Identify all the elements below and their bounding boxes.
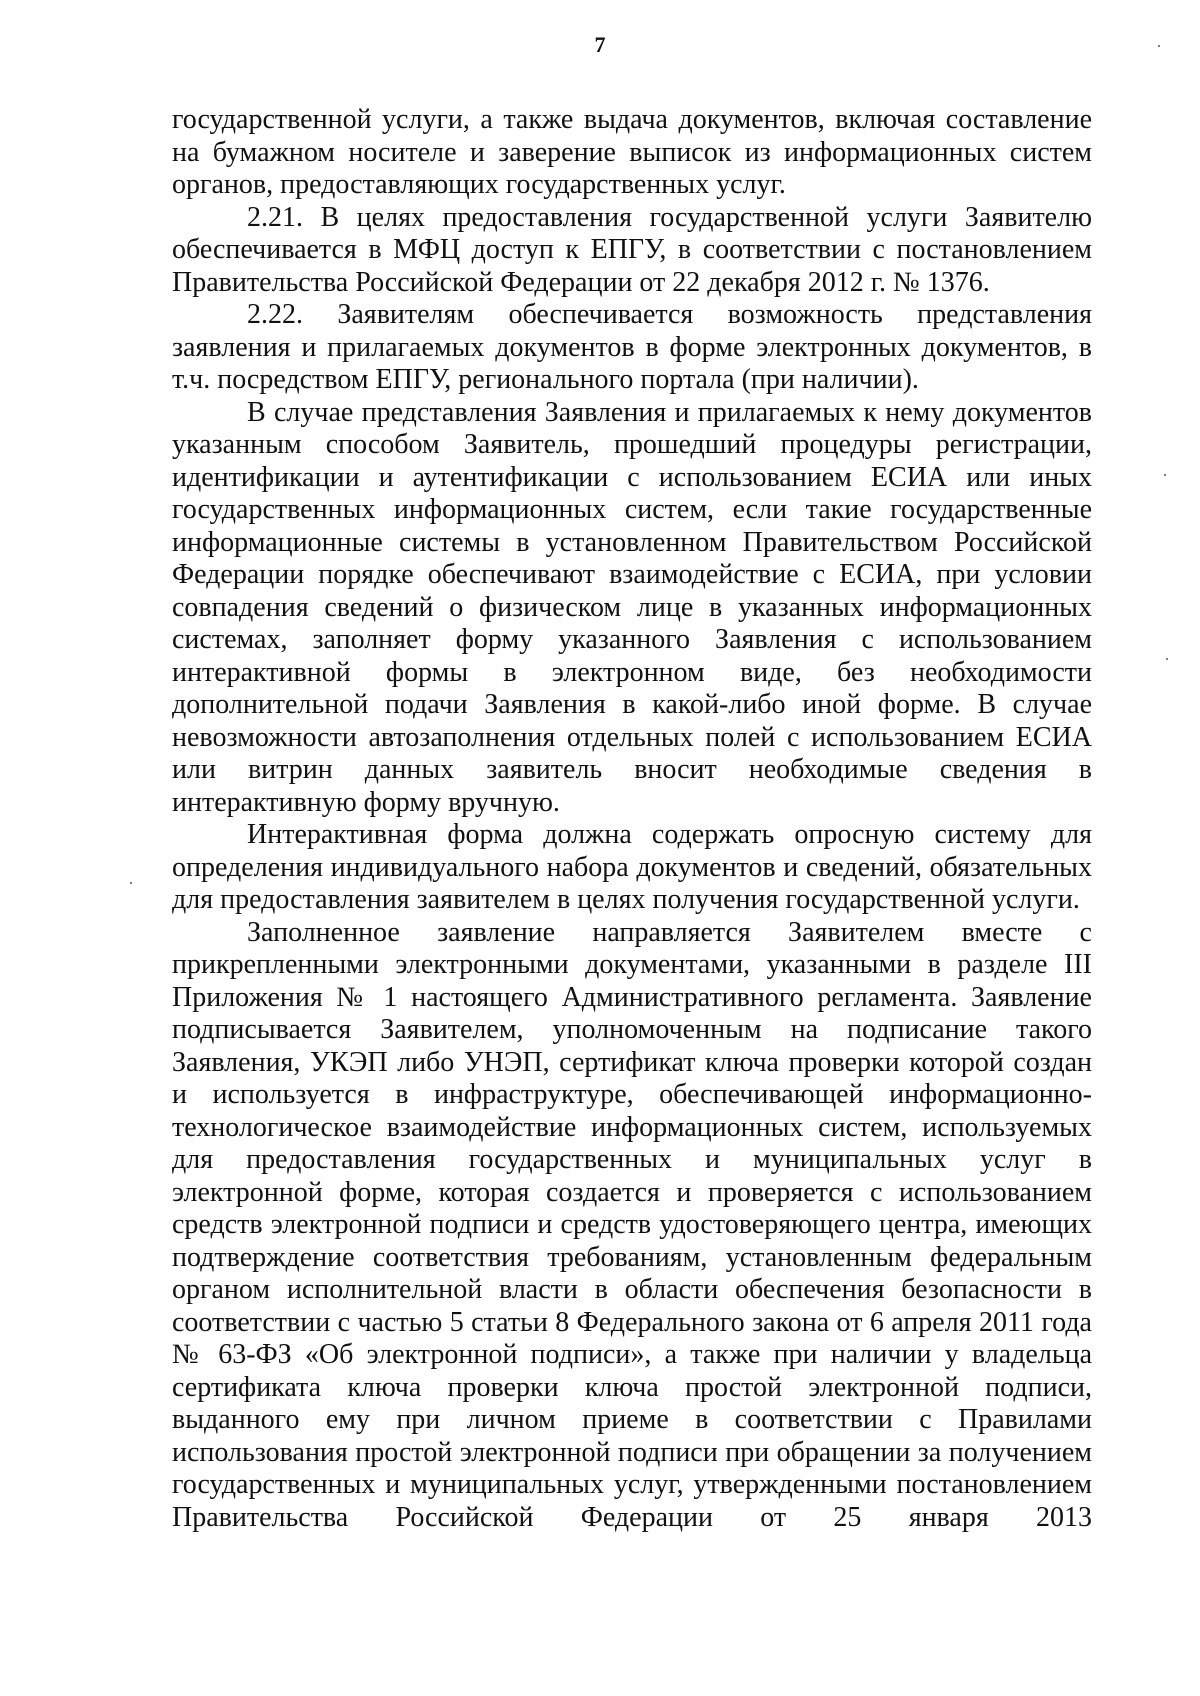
paragraph-completed-application: Заполненное заявление направляется Заявителем вместе с прикрепленными электронными документами, указанными в разделе III Приложения № 1 настоящего Административного регламента. Заявление подписывается Заявителем, уполномоченным на подписание такого Заявления, УКЭП либо УНЭП, сертификат ключа проверки которой создан и используется в инфраструктуре, обеспечивающей информационно-технологическое взаимодействие информационных систем, используемых для предоставления государственных и муниципальных услуг в электронной форме, которая создается и проверяется с использованием средств электронной подписи и средств удостоверяющего центра, имеющих подтверждение соответствия требованиям, установленным федеральным органом исполнительной власти в области обеспечения безопасности в соответствии с частью 5 статьи 8 Федерального закона от 6 апреля 2011 года № 63-ФЗ «Об электронной подписи», а также при наличии у владельца сертификата ключа проверки ключа простой электронной подписи, выданного ему при личном приеме в соответствии с Правилами использования простой электронной подписи при обращении за получением государственных и муниципальных услуг, утвержденными постановлением Правительства Российской Федерации от 25 января 2013 (172, 916, 1092, 1533)
paragraph-continuation: государственной услуги, а также выдача документов, включая составление на бумажном носителе и заверение выписок из информационных систем органов, предоставляющих государственных услуг. (172, 104, 1092, 200)
scan-speck (1164, 474, 1166, 476)
scan-speck (1166, 658, 1168, 660)
paragraph-2-21: 2.21. В целях предоставления государственной услуги Заявителю обеспечивается в МФЦ доступ к ЕПГУ, в соответствии с постановлением Правительства Российской Федерации от 22 декабря 2012 г. № 1376. (172, 201, 1092, 298)
paragraph-electronic-submission: В случае представления Заявления и прилагаемых к нему документов указанным способом Заявитель, прошедший процедуры регистрации, идентификации и аутентификации с использованием ЕСИА или иных государственных информационных систем, если такие государственные информационные системы в установленном Правительством Российской Федерации порядке обеспечивают взаимодействие с ЕСИА, при условии совпадения сведений о физическом лице в указанных информационных системах, заполняет форму указанного Заявления с использованием интерактивной формы в электронном виде, без необходимости дополнительной подачи Заявления в какой-либо иной форме. В случае невозможности автозаполнения отдельных полей с использованием ЕСИА или витрин данных заявитель вносит необходимые сведения в интерактивную форму вручную. (172, 396, 1092, 818)
paragraph-interactive-form: Интерактивная форма должна содержать опросную систему для определения индивидуального набора документов и сведений, обязательных для предоставления заявителем в целях получения государственной услуги. (172, 819, 1092, 915)
paragraph-2-22: 2.22. Заявителям обеспечивается возможность представления заявления и прилагаемых документов в форме электронных документов, в т.ч. посредством ЕПГУ, регионального портала (при наличии). (172, 299, 1092, 395)
scan-speck (1158, 45, 1160, 47)
scan-speck (130, 882, 132, 884)
page-number: 7 (594, 32, 606, 57)
document-body (172, 104, 1092, 1534)
